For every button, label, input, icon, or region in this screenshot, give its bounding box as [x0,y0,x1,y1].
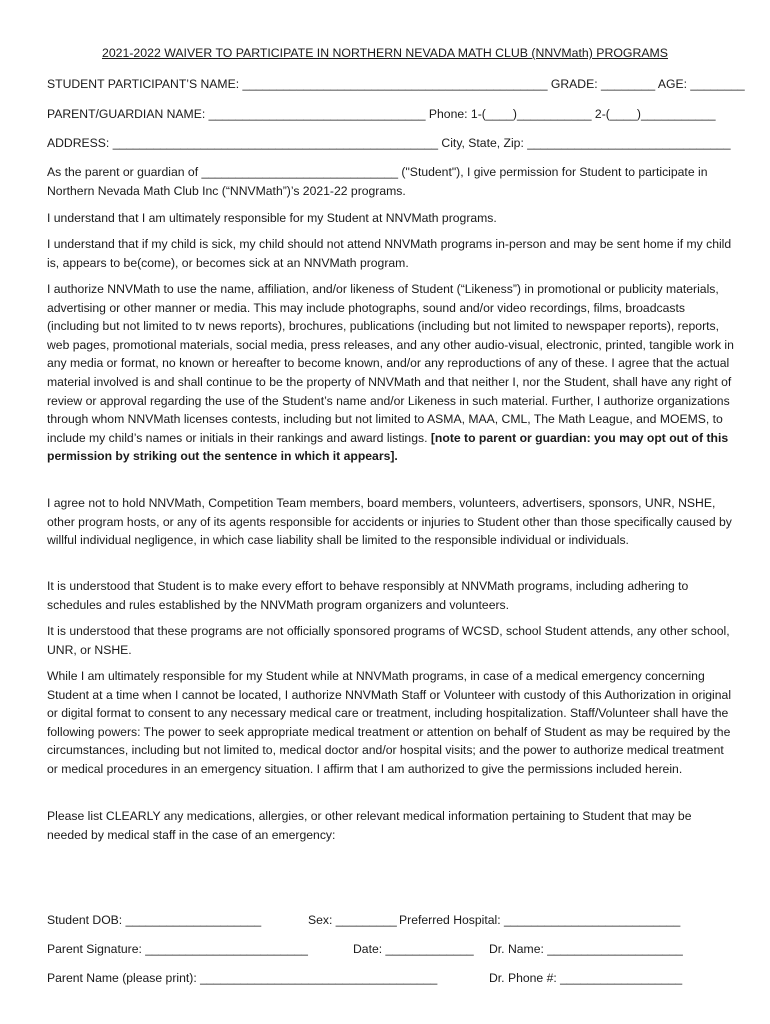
sickness-paragraph: I understand that if my child is sick, my child should not attend NNVMath programs in-person and may be sent home if my child is, appears to be(come), or becomes sick at an NNVMath program. [47,237,732,270]
behavior-paragraph: It is understood that Student is to make every effort to behave responsibly at NNVMath programs, including adhering to schedules and rules established by the NNVMath program organizers and volunteers. [47,579,689,612]
student-dob-field[interactable]: Student DOB: ____________________ [47,913,262,927]
parent-print-name-field[interactable]: Parent Name (please print): ___________________________________ [47,971,438,985]
opt-out-note: [note to parent or guardian: you may opt out of this permission by striking out the sentence in which it appears]. [47,430,729,464]
likeness-text: I authorize NNVMath to use the name, affiliation, and/or likeness of Student (“Likeness”) in promotional or publicity materials, advertising or other manner or media. This may include photographs, sound and/or video recordings, films, broadcasts (including but not limited to tv news reports), brochures, publications (including but not limited to newspaper reports), reports, web pages, promotional materials, social media, press releases, and any other audio-visual, electronic, printed, tangible work in any media or format, no known or hereafter to become known, and/or any reproductions of any of these. I agree that the actual material involved is and shall continue to be the property of NNVMath and that neither I, nor the Student, shall have any right of review or approval regarding the use of the Student’s name and/or Likeness in such material. Further, I authorize organizations through whom NNVMath licenses contests, including but not limited to ASMA, MAA, CML, The Math League, and MOEMS, to include my child’s names or initials in their rankings and award listings. [47,282,734,445]
doctor-phone-field[interactable]: Dr. Phone #: __________________ [489,971,683,985]
parent-signature-field[interactable]: Parent Signature: ________________________ [47,942,308,956]
sponsorship-paragraph: It is understood that these programs are not officially sponsored programs of WCSD, school Student attends, any other school, UNR, or NSHE. [47,624,730,657]
sex-field[interactable]: Sex: _________ [308,913,397,927]
doctor-name-field[interactable]: Dr. Name: ____________________ [489,942,683,956]
responsibility-paragraph: I understand that I am ultimately responsible for my Student at NNVMath programs. [47,211,497,225]
permission-paragraph: As the parent or guardian of _____________________________ ("Student"), I give permission for Student to participate in Northern Nevada Math Club Inc (“NNVMath”)’s 2021-22 programs. [47,165,708,198]
date-field[interactable]: Date: _____________ [353,942,474,956]
parent-name-field[interactable]: PARENT/GUARDIAN NAME: ________________________________ Phone: 1-(____)___________ 2-(____)___________ [47,107,716,121]
medical-emergency-paragraph: While I am ultimately responsible for my Student while at NNVMath programs, in case of a medical emergency concerning Student at a time when I cannot be located, I authorize NNVMath Staff or Volunteer with custody of this Authorization in original or digital format to consent to any necessary medical care or treatment, including hospitalization. Staff/Volunteer shall have the following powers: The power to seek appropriate medical treatment or attention on behalf of Student as may be required by the circumstances, including but not limited to, medical doctor and/or hospital visits; and the power to authorize medical treatment or medical procedures in an emergency situation. I affirm that I am authorized to give the permissions included herein. [47,669,732,776]
student-name-field[interactable]: STUDENT PARTICIPANT’S NAME: _____________________________________________ GRADE: ________ AGE: ________ [47,77,745,91]
preferred-hospital-field[interactable]: Preferred Hospital: __________________________ [399,913,681,927]
document-title: 2021-2022 WAIVER TO PARTICIPATE IN NORTHERN NEVADA MATH CLUB (NNVMath) PROGRAMS [101,46,668,60]
liability-paragraph: I agree not to hold NNVMath, Competition Team members, board members, volunteers, advertisers, sponsors, UNR, NSHE, other program hosts, or any of its agents responsible for accidents or injuries to Student other than those specifically caused by willful individual negligence, in which case liability shall be limited to the responsible individual or individuals. [47,496,732,548]
likeness-paragraph [47,280,735,466]
address-field[interactable]: ADDRESS: ________________________________________________ City, State, Zip: ______________________________ [47,136,731,150]
medical-info-paragraph: Please list CLEARLY any medications, allergies, or other relevant medical information pertaining to Student that may be needed by medical staff in the case of an emergency: [47,809,692,842]
